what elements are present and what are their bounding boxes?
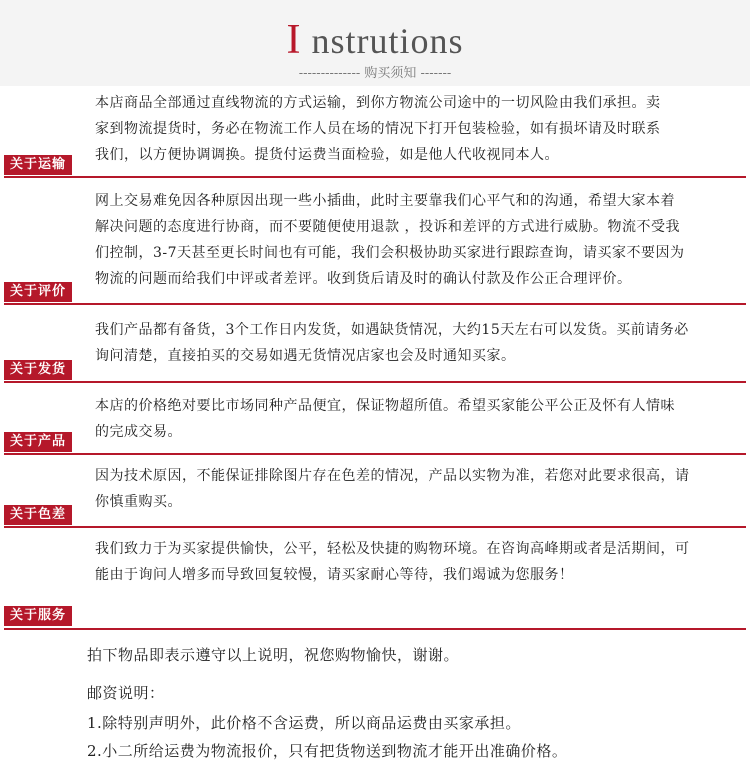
section-body — [95, 536, 740, 588]
postage-heading: 邮资说明： — [87, 684, 165, 702]
text-line: 家到物流提货时，务必在物流工作人员在场的情况下打开包装检验，如有损坏请及时联系 — [95, 121, 661, 137]
section-body — [95, 188, 740, 292]
text-line: 我们致力于为买家提供愉快，公平，轻松及快捷的购物环境。在咨询高峰期或者是活期间，可 — [95, 541, 690, 557]
section-tag: 关于运输 — [4, 155, 72, 175]
section-tag: 关于发货 — [4, 360, 72, 380]
section-divider — [4, 176, 746, 178]
text-line: 物流的问题而给我们中评或者差评。收到货后请及时的确认付款及作公正合理评价。 — [95, 271, 632, 287]
section-tag: 关于产品 — [4, 432, 72, 452]
text-line: 们控制，3-7天甚至更长时间也有可能，我们会积极协助买家进行跟踪查询，请买家不要因为 — [95, 245, 685, 261]
text-line: 询问清楚，直接拍买的交易如遇无货情况店家也会及时通知买家。 — [95, 348, 516, 364]
section-body — [95, 317, 740, 369]
closing-note: 拍下物品即表示遵守以上说明，祝您购物愉快，谢谢。 — [87, 646, 460, 664]
section-divider — [4, 303, 746, 305]
section-divider — [4, 526, 746, 528]
section-tag: 关于色差 — [4, 505, 72, 525]
text-line: 解决问题的态度进行协商，而不要随便使用退款 ，投诉和差评的方式进行威胁。物流不受我 — [95, 219, 680, 235]
text-line: 网上交易难免因各种原因出现一些小插曲，此时主要靠我们心平气和的沟通，希望大家本着 — [95, 193, 675, 209]
page-subtitle: -------------- 购买须知 ------- — [298, 66, 452, 81]
section-body — [95, 393, 740, 445]
text-line: 你慎重购买。 — [95, 494, 182, 510]
postage-item: 1.除特别声明外，此价格不含运费，所以商品运费由买家承担。 — [87, 714, 521, 732]
header — [0, 0, 750, 86]
section-tag: 关于服务 — [4, 606, 72, 626]
text-line: 因为技术原因，不能保证排除图片存在色差的情况，产品以实物为准，若您对此要求很高，请 — [95, 468, 690, 484]
section-divider — [4, 628, 746, 630]
postage-item: 2.小二所给运费为物流报价，只有把货物送到物流才能开出准确价格。 — [87, 742, 568, 760]
text-line: 能由于询问人增多而导致回复较慢，请买家耐心等待，我们竭诚为您服务！ — [95, 567, 574, 583]
section-body — [95, 90, 740, 168]
text-line: 本店商品全部通过直线物流的方式运输，到你方物流公司途中的一切风险由我们承担。卖 — [95, 95, 661, 111]
page-title: I nstrutions — [286, 17, 464, 63]
section-body — [95, 463, 740, 515]
text-line: 我们产品都有备货，3个工作日内发货，如遇缺货情况，大约15天左右可以发货。买前请务必 — [95, 322, 689, 338]
section-tag: 关于评价 — [4, 282, 72, 302]
text-line: 本店的价格绝对要比市场同种产品便宜，保证物超所值。希望买家能公平公正及怀有人情味 — [95, 398, 675, 414]
text-line: 我们，以方便协调调换。提货付运费当面检验，如是他人代收视同本人。 — [95, 147, 559, 163]
section-divider — [4, 381, 746, 383]
section-divider — [4, 453, 746, 455]
text-line: 的完成交易。 — [95, 424, 182, 440]
